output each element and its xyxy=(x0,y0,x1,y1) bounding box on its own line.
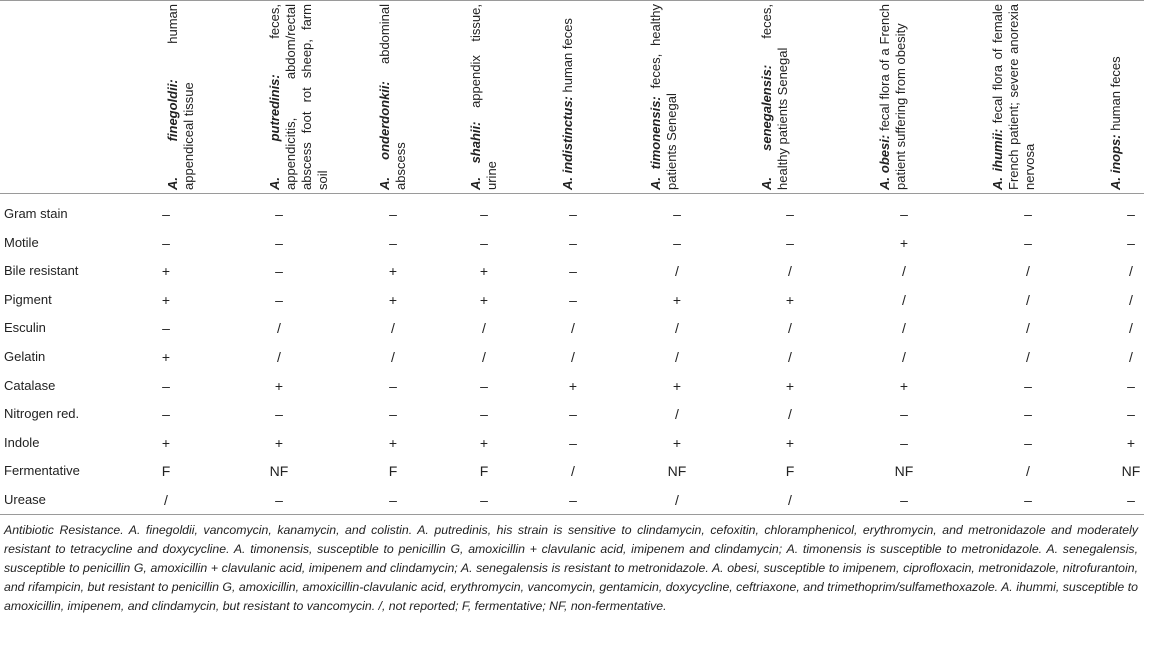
species-name: A. inops: xyxy=(1108,134,1123,190)
table-cell: – xyxy=(162,206,170,222)
table-cell: – xyxy=(1024,206,1032,222)
column-header-text xyxy=(1108,4,1156,190)
table-cell: – xyxy=(1024,377,1032,394)
table-cell: + xyxy=(479,263,489,280)
table-cell: + xyxy=(672,434,682,451)
row-label: Catalase xyxy=(4,377,56,393)
table-cell: / xyxy=(675,320,679,337)
table-cell: + xyxy=(899,377,909,394)
table-row xyxy=(0,229,1144,258)
table-cell: – xyxy=(480,234,488,251)
row-label: Indole xyxy=(4,434,40,450)
species-source: human feces xyxy=(560,18,575,97)
table-footnote: Antibiotic Resistance. A. finegoldii, vancomycin, kanamycin, and colistin. A. putredinis, his strain is sensitive to clindamycin, cefoxitin, chloramphenicol, erythromycin, and metronidazole and moderately resistant to tetracycline and doxycycline. A. timonensis, susceptible to penicillin G, amoxicillin + clavulanic acid, imipenem and clindamycin; A. timonensis is susceptible to metronidazole. A. senegalensis, susceptible to penicillin G, amoxicillin + clavulanic acid, imipenem and clindamycin; A. senegalensis is resistant to metronidazole. A. obesi, susceptible to imipenem, ciprofloxacin, metronidazole, nitrofurantoin, and rifampicin, but resistant to penicillin G, amoxicillin, amoxicillin-clavulanic acid, erythromycin, vancomycin, gentamicin, doxycycline, ceftriaxone, and trimethoprim/sulfamethoxazole. A. ihummi, susceptible to amoxicillin, imipenem, and clindamycin, but resistant to vancomycin. /, not reported; F, fermentative; NF, non-fermentative. xyxy=(4,523,1138,613)
table-cell: + xyxy=(785,434,795,451)
table-cell: – xyxy=(1127,206,1135,222)
table-cell: – xyxy=(275,234,283,251)
table-cell: / xyxy=(1129,291,1133,308)
table-cell: + xyxy=(672,291,682,308)
table-cell: – xyxy=(275,406,283,423)
table-row xyxy=(0,400,1144,429)
row-label: Esculin xyxy=(4,320,46,336)
table-cell: / xyxy=(1026,263,1030,280)
table-cell: + xyxy=(479,434,489,451)
row-label: Fermentative xyxy=(4,463,80,479)
table-cell: / xyxy=(164,492,168,508)
row-label: Gram stain xyxy=(4,206,68,221)
table-cell: / xyxy=(675,492,679,508)
table-cell: – xyxy=(275,206,283,222)
table-row xyxy=(0,257,1144,286)
species-source: fecal flora of female French patient; severe anorexia nervosa xyxy=(990,3,1037,190)
column-header-text xyxy=(759,4,807,190)
table-cell: / xyxy=(902,291,906,308)
table-cell: / xyxy=(788,320,792,337)
species-source: feces, healthy patients Senegal xyxy=(648,4,679,190)
species-source: appendix tissue, urine xyxy=(468,4,499,190)
species-name: A. timonensis: xyxy=(648,96,663,190)
table-cell: / xyxy=(391,349,395,365)
table-cell: / xyxy=(1026,291,1030,308)
table-cell: – xyxy=(1024,434,1032,451)
table-cell: / xyxy=(675,406,679,423)
table-cell: / xyxy=(902,320,906,337)
table-cell: / xyxy=(277,349,281,365)
table-cell: F xyxy=(388,463,398,480)
species-name: A. putredinis: xyxy=(267,74,282,190)
top-rule xyxy=(0,0,1144,1)
table-cell: NF xyxy=(667,463,687,480)
table-cell: / xyxy=(482,349,486,365)
table-cell: + xyxy=(274,377,284,394)
table-cell: – xyxy=(275,492,283,508)
table-cell: / xyxy=(571,349,575,365)
table-cell: – xyxy=(480,206,488,222)
table-cell: – xyxy=(162,234,170,251)
row-label: Gelatin xyxy=(4,349,46,364)
species-name: A. obesi: xyxy=(877,134,892,190)
table-cell: – xyxy=(389,492,397,508)
table-cell: + xyxy=(899,234,909,251)
species-source: feces, appendicitis, abdom/rectal abscess foot rot sheep, farm soil xyxy=(267,3,330,190)
species-name: A. finegoldii: xyxy=(165,79,180,190)
species-name: A. onderdonkii: xyxy=(377,81,392,190)
table-cell: / xyxy=(1129,320,1133,337)
table-cell: / xyxy=(788,349,792,365)
table-cell: + xyxy=(388,434,398,451)
table-cell: + xyxy=(388,263,398,280)
species-name: A. senegalensis: xyxy=(759,64,774,190)
row-label: Nitrogen red. xyxy=(4,406,80,422)
table-cell: + xyxy=(161,291,171,308)
species-source: fecal flora of a French patient suffering from obesity xyxy=(877,4,908,190)
species-source: human feces xyxy=(1108,56,1123,135)
table-cell: + xyxy=(1126,434,1136,451)
table-cell: + xyxy=(479,291,489,308)
species-name: A. ihumii: xyxy=(990,128,1005,190)
column-header-text xyxy=(560,4,608,190)
table-cell: – xyxy=(389,406,397,423)
column-header-text xyxy=(165,4,213,190)
table-cell: + xyxy=(568,377,578,394)
table-cell: – xyxy=(569,206,577,222)
table-cell: / xyxy=(902,263,906,280)
table-cell: – xyxy=(480,377,488,394)
table-cell: – xyxy=(569,263,577,280)
table-cell: – xyxy=(162,320,170,337)
table-row xyxy=(0,372,1144,401)
species-source: human appendiceal tissue xyxy=(165,4,196,190)
table-cell: / xyxy=(1026,320,1030,337)
table-cell: – xyxy=(389,206,397,222)
table-cell: – xyxy=(900,492,908,508)
table-cell: – xyxy=(1024,406,1032,423)
table-cell: / xyxy=(788,492,792,508)
table-cell: + xyxy=(161,349,171,365)
table-row xyxy=(0,429,1144,458)
table-cell: + xyxy=(672,377,682,394)
column-header-text xyxy=(267,3,330,190)
table-cell: – xyxy=(673,234,681,251)
column-header-text xyxy=(877,4,925,190)
table-cell: / xyxy=(571,320,575,337)
table-cell: / xyxy=(277,320,281,337)
table-cell: / xyxy=(675,349,679,365)
table-cell: + xyxy=(785,291,795,308)
row-label: Urease xyxy=(4,492,46,507)
row-label: Motile xyxy=(4,234,39,250)
table-row xyxy=(0,200,1144,229)
table-cell: – xyxy=(786,234,794,251)
table-row xyxy=(0,314,1144,343)
table-cell: – xyxy=(275,263,283,280)
table-cell: – xyxy=(900,406,908,423)
column-header-text xyxy=(468,4,516,190)
table-cell: – xyxy=(1024,492,1032,508)
species-source: feces, healthy patients Senegal xyxy=(759,4,790,190)
table-cell: – xyxy=(162,377,170,394)
table-cell: – xyxy=(900,206,908,222)
table-cell: – xyxy=(569,234,577,251)
species-source: abdominal abscess xyxy=(377,4,408,190)
table-cell: / xyxy=(788,263,792,280)
table-cell: F xyxy=(161,463,171,480)
table-cell: + xyxy=(388,291,398,308)
table-cell: – xyxy=(786,206,794,222)
table-cell: / xyxy=(675,263,679,280)
table-cell: / xyxy=(788,406,792,423)
row-label: Pigment xyxy=(4,291,52,307)
table-cell: + xyxy=(161,263,171,280)
table-cell: NF xyxy=(269,463,289,480)
bottom-rule xyxy=(0,514,1144,515)
table-cell: – xyxy=(569,434,577,451)
column-header-text xyxy=(648,4,696,190)
table-row xyxy=(0,486,1144,515)
table-cell: – xyxy=(162,406,170,423)
table-cell: + xyxy=(161,434,171,451)
table-cell: NF xyxy=(1121,463,1141,480)
species-name: A. shahii: xyxy=(468,121,483,190)
table-cell: / xyxy=(571,463,575,480)
table-cell: / xyxy=(1129,263,1133,280)
table-cell: + xyxy=(274,434,284,451)
table-cell: / xyxy=(1129,349,1133,365)
table-cell: – xyxy=(1127,406,1135,423)
column-header-text xyxy=(377,4,425,190)
table-cell: – xyxy=(480,492,488,508)
table-cell: / xyxy=(1026,349,1030,365)
species-name: A. indistinctus: xyxy=(560,96,575,190)
table-cell: – xyxy=(569,291,577,308)
table-cell: F xyxy=(785,463,795,480)
table-row xyxy=(0,286,1144,315)
table-cell: – xyxy=(673,206,681,222)
table-cell: – xyxy=(569,492,577,508)
table-cell: F xyxy=(479,463,489,480)
table-cell: – xyxy=(1024,234,1032,251)
table-cell: – xyxy=(480,406,488,423)
table-cell: – xyxy=(275,291,283,308)
table-cell: – xyxy=(569,406,577,423)
table-cell: NF xyxy=(894,463,914,480)
table-row xyxy=(0,343,1144,372)
table-cell: / xyxy=(482,320,486,337)
row-label: Bile resistant xyxy=(4,263,79,279)
table-row xyxy=(0,457,1144,486)
header-rule xyxy=(0,193,1144,194)
table-cell: / xyxy=(902,349,906,365)
table-cell: – xyxy=(900,434,908,451)
table-cell: / xyxy=(391,320,395,337)
table-cell: – xyxy=(1127,377,1135,394)
table-cell: – xyxy=(389,377,397,394)
table-cell: / xyxy=(1026,463,1030,480)
table-cell: – xyxy=(1127,234,1135,251)
column-header-text xyxy=(990,4,1038,190)
table-cell: – xyxy=(1127,492,1135,508)
table-cell: + xyxy=(785,377,795,394)
table-cell: – xyxy=(389,234,397,251)
